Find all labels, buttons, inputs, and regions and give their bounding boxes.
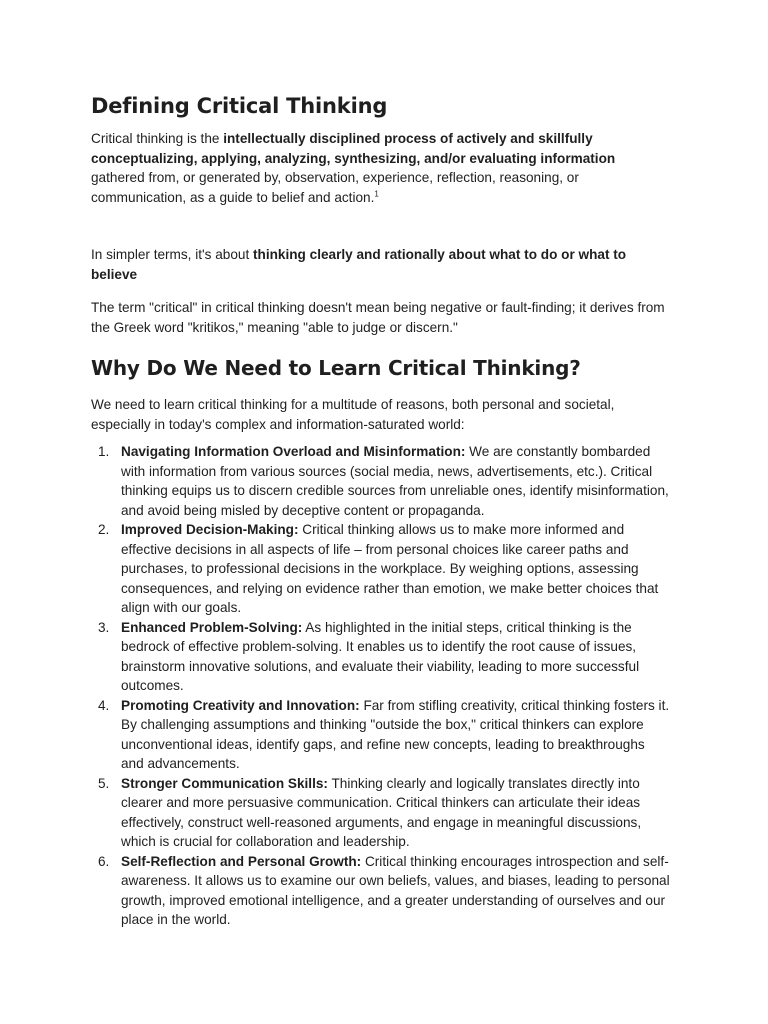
footnote-marker[interactable]: 1 (374, 188, 379, 198)
reason-title: Stronger Communication Skills: (121, 775, 328, 791)
definition-paragraph (91, 129, 671, 207)
simpler-bold: thinking clearly and rationally about what to do or what to believe (91, 247, 627, 282)
reason-title: Promoting Creativity and Innovation: (121, 697, 360, 713)
simpler-terms-paragraph (91, 245, 671, 284)
list-item-reason-6 (91, 852, 671, 930)
reason-text: Critical thinking encourages introspection and self-awareness. It allows us to examine our own beliefs, values, and biases, leading to personal growth, improved emotional intelligence, and a greater understanding of ourselves and our place in the world. (121, 853, 670, 927)
intro-paragraph: We need to learn critical thinking for a multitude of reasons, both personal and societal, especially in today's complex and information-saturated world: (91, 397, 615, 432)
list-number: 6. (98, 853, 110, 869)
list-item-reason-4 (91, 696, 671, 774)
reason-title: Navigating Information Overload and Misinformation: (121, 444, 466, 459)
list-item-reason-1 (91, 442, 671, 520)
heading-why-learn-critical-thinking: Why Do We Need to Learn Critical Thinking? (91, 356, 581, 380)
reasons-list (91, 442, 671, 930)
simpler-lead: In simpler terms, it's about (91, 247, 253, 262)
list-number: 3. (98, 619, 110, 635)
reason-text: We are constantly bombarded with information from various sources (social media, news, advertisements, etc.). Critical thinking equips us to discern credible sources from unreliable ones, identify misinformation, and avoid being misled by deceptive content or propaganda. (121, 444, 669, 518)
list-number: 1. (98, 444, 110, 459)
list-number: 2. (98, 522, 110, 537)
reason-text: Far from stifling creativity, critical thinking fosters it. By challenging assumptions and thinking "outside the box," critical thinkers can explore unconventional ideas, identify gaps, and refine new concepts, leading to breakthroughs and advancements. (121, 697, 670, 771)
list-item-reason-2 (91, 520, 671, 618)
reason-title: Improved Decision-Making: (121, 522, 299, 537)
list-item-reason-3 (91, 618, 671, 696)
reason-title: Self-Reflection and Personal Growth: (121, 853, 362, 869)
list-item-reason-5 (91, 774, 671, 852)
reason-text: Critical thinking allows us to make more informed and effective decisions in all aspects of life – from personal choices like career paths and purchases, to professional decisions in the workplace. By weighing options, assessing consequences, and relying on evidence rather than emotion, we make better choices that align with our goals. (121, 522, 659, 615)
heading-defining-critical-thinking: Defining Critical Thinking (91, 94, 388, 118)
term-origin-paragraph: The term "critical" in critical thinking doesn't mean being negative or fault-finding; it derives from the Greek word "kritikos," meaning "able to judge or discern." (91, 300, 665, 335)
definition-lead: Critical thinking is the (91, 131, 224, 146)
reason-title: Enhanced Problem-Solving: (121, 619, 303, 635)
list-number: 5. (98, 775, 110, 791)
definition-bold: intellectually disciplined process of actively and skillfully conceptualizing, applying, analyzing, synthesizing, and/or evaluating information (91, 131, 616, 166)
reason-text: As highlighted in the initial steps, critical thinking is the bedrock of effective problem-solving. It enables us to identify the root cause of issues, brainstorm innovative solutions, and evaluate their viability, leading to more successful outcomes. (121, 619, 640, 693)
reason-text: Thinking clearly and logically translates directly into clearer and more persuasive communication. Critical thinkers can articulate their ideas effectively, construct well-reasoned arguments, and engage in meaningful discussions, which is crucial for collaboration and leadership. (121, 775, 642, 849)
document-page (91, 92, 671, 930)
list-number: 4. (98, 697, 110, 713)
definition-tail: gathered from, or generated by, observation, experience, reflection, reasoning, or communication, as a guide to belief and action. (91, 170, 579, 205)
